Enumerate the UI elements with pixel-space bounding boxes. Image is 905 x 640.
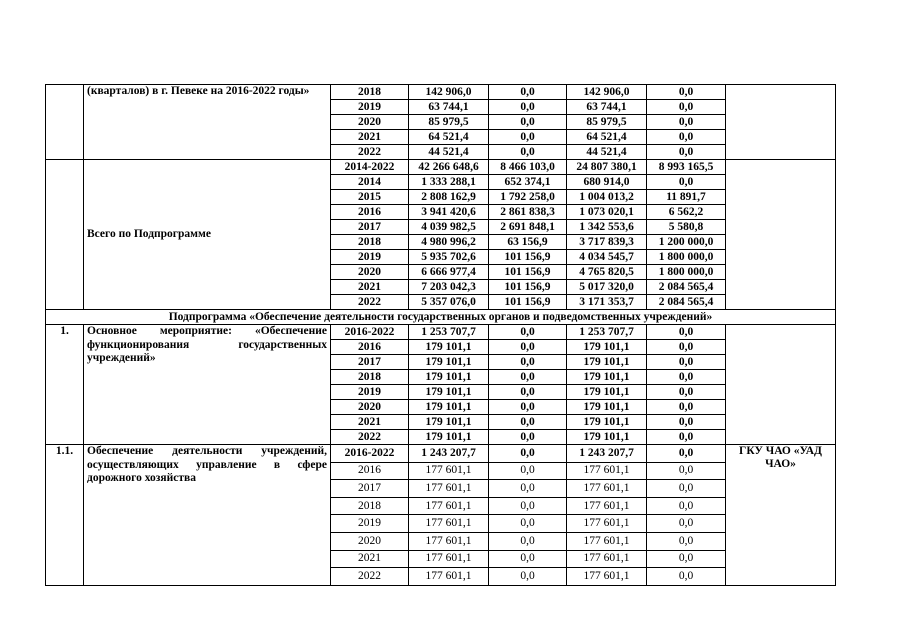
regional-cell: 44 521,4: [567, 145, 647, 160]
item-description: Основное мероприятие: «Обеспечение функционирования государственных учреждений»: [84, 325, 331, 445]
year-cell: 2019: [331, 515, 409, 533]
federal-cell: 2 691 848,1: [489, 220, 567, 235]
regional-cell: 63 744,1: [567, 100, 647, 115]
year-cell: 2016: [331, 340, 409, 355]
other-cell: 1 800 000,0: [647, 250, 726, 265]
total-cell: 44 521,4: [409, 145, 489, 160]
year-cell: 2016: [331, 462, 409, 480]
total-cell: 177 601,1: [409, 532, 489, 550]
year-cell: 2017: [331, 220, 409, 235]
federal-cell: 0,0: [489, 462, 567, 480]
other-cell: 0,0: [647, 515, 726, 533]
year-cell: 2016: [331, 205, 409, 220]
year-cell: 2020: [331, 265, 409, 280]
table-body: [46, 85, 836, 586]
other-cell: 6 562,2: [647, 205, 726, 220]
year-cell: 2019: [331, 250, 409, 265]
other-cell: 0,0: [647, 445, 726, 463]
subprogram-title: Подпрограмма «Обеспечение деятельности государственных органов и подведомственных учреждений»: [46, 310, 836, 325]
total-cell: 177 601,1: [409, 462, 489, 480]
federal-cell: 0,0: [489, 355, 567, 370]
regional-cell: 177 601,1: [567, 497, 647, 515]
total-cell: 179 101,1: [409, 400, 489, 415]
other-cell: 0,0: [647, 430, 726, 445]
other-cell: 0,0: [647, 532, 726, 550]
regional-cell: 1 243 207,7: [567, 445, 647, 463]
federal-cell: 0,0: [489, 568, 567, 586]
federal-cell: 0,0: [489, 497, 567, 515]
other-cell: 2 084 565,4: [647, 295, 726, 310]
regional-cell: 5 017 320,0: [567, 280, 647, 295]
federal-cell: 101 156,9: [489, 265, 567, 280]
year-cell: 2015: [331, 190, 409, 205]
regional-cell: 177 601,1: [567, 480, 647, 498]
other-cell: 0,0: [647, 415, 726, 430]
federal-cell: 0,0: [489, 430, 567, 445]
federal-cell: 0,0: [489, 370, 567, 385]
total-cell: 177 601,1: [409, 480, 489, 498]
total-cell: 64 521,4: [409, 130, 489, 145]
year-cell: 2021: [331, 130, 409, 145]
other-cell: 0,0: [647, 550, 726, 568]
regional-cell: 179 101,1: [567, 430, 647, 445]
other-cell: 5 580,8: [647, 220, 726, 235]
other-cell: 0,0: [647, 85, 726, 100]
other-cell: 0,0: [647, 100, 726, 115]
item-description: Обеспечение деятельности учреждений, осуществляющих управление в сфере дорожного хозяйства: [84, 445, 331, 586]
regional-cell: 179 101,1: [567, 355, 647, 370]
table-row: [46, 160, 836, 175]
year-cell: 2022: [331, 295, 409, 310]
regional-cell: 179 101,1: [567, 385, 647, 400]
regional-cell: 177 601,1: [567, 550, 647, 568]
total-cell: 1 333 288,1: [409, 175, 489, 190]
other-cell: 0,0: [647, 145, 726, 160]
regional-cell: 177 601,1: [567, 532, 647, 550]
year-cell: 2021: [331, 280, 409, 295]
total-cell: 2 808 162,9: [409, 190, 489, 205]
total-cell: 5 935 702,6: [409, 250, 489, 265]
regional-cell: 177 601,1: [567, 515, 647, 533]
regional-cell: 179 101,1: [567, 415, 647, 430]
federal-cell: 0,0: [489, 325, 567, 340]
total-cell: 85 979,5: [409, 115, 489, 130]
federal-cell: 101 156,9: [489, 250, 567, 265]
other-cell: 0,0: [647, 370, 726, 385]
federal-cell: 2 861 838,3: [489, 205, 567, 220]
total-cell: 177 601,1: [409, 550, 489, 568]
other-cell: 0,0: [647, 325, 726, 340]
year-cell: 2016-2022: [331, 325, 409, 340]
regional-cell: 179 101,1: [567, 340, 647, 355]
federal-cell: 0,0: [489, 532, 567, 550]
other-cell: 1 200 000,0: [647, 235, 726, 250]
regional-cell: 85 979,5: [567, 115, 647, 130]
other-cell: 8 993 165,5: [647, 160, 726, 175]
total-cell: 6 666 977,4: [409, 265, 489, 280]
year-cell: 2018: [331, 370, 409, 385]
federal-cell: 0,0: [489, 480, 567, 498]
federal-cell: 0,0: [489, 445, 567, 463]
total-cell: 7 203 042,3: [409, 280, 489, 295]
total-cell: 179 101,1: [409, 340, 489, 355]
regional-cell: 4 034 545,7: [567, 250, 647, 265]
year-cell: 2021: [331, 415, 409, 430]
regional-cell: 1 342 553,6: [567, 220, 647, 235]
total-cell: 5 357 076,0: [409, 295, 489, 310]
regional-cell: 179 101,1: [567, 400, 647, 415]
year-cell: 2020: [331, 115, 409, 130]
item-number: 1.: [46, 325, 84, 445]
total-cell: 4 980 996,2: [409, 235, 489, 250]
federal-cell: 0,0: [489, 385, 567, 400]
total-cell: 1 243 207,7: [409, 445, 489, 463]
year-cell: 2021: [331, 550, 409, 568]
year-cell: 2018: [331, 497, 409, 515]
federal-cell: 0,0: [489, 115, 567, 130]
year-cell: 2022: [331, 145, 409, 160]
item-description: (кварталов) в г. Певеке на 2016-2022 годы»: [84, 85, 331, 160]
regional-cell: 177 601,1: [567, 568, 647, 586]
year-cell: 2014: [331, 175, 409, 190]
federal-cell: 0,0: [489, 400, 567, 415]
funding-table: [45, 84, 836, 586]
year-cell: 2022: [331, 430, 409, 445]
federal-cell: 0,0: [489, 415, 567, 430]
year-cell: 2019: [331, 100, 409, 115]
other-cell: 1 800 000,0: [647, 265, 726, 280]
federal-cell: 63 156,9: [489, 235, 567, 250]
total-cell: 42 266 648,6: [409, 160, 489, 175]
total-cell: 142 906,0: [409, 85, 489, 100]
total-cell: 177 601,1: [409, 568, 489, 586]
total-cell: 3 941 420,6: [409, 205, 489, 220]
other-cell: 0,0: [647, 462, 726, 480]
regional-cell: 177 601,1: [567, 462, 647, 480]
regional-cell: 64 521,4: [567, 130, 647, 145]
regional-cell: 1 253 707,7: [567, 325, 647, 340]
federal-cell: 0,0: [489, 340, 567, 355]
other-cell: 0,0: [647, 480, 726, 498]
table-row: [46, 85, 836, 100]
other-cell: 0,0: [647, 568, 726, 586]
year-cell: 2020: [331, 400, 409, 415]
year-cell: 2018: [331, 235, 409, 250]
year-cell: 2014-2022: [331, 160, 409, 175]
year-cell: 2017: [331, 355, 409, 370]
other-cell: 0,0: [647, 175, 726, 190]
federal-cell: 101 156,9: [489, 280, 567, 295]
item-number: 1.1.: [46, 445, 84, 586]
total-cell: 179 101,1: [409, 430, 489, 445]
executor-cell: [726, 85, 836, 160]
total-cell: 179 101,1: [409, 355, 489, 370]
federal-cell: 0,0: [489, 145, 567, 160]
other-cell: 2 084 565,4: [647, 280, 726, 295]
total-cell: 179 101,1: [409, 370, 489, 385]
federal-cell: 8 466 103,0: [489, 160, 567, 175]
total-cell: 177 601,1: [409, 515, 489, 533]
regional-cell: 3 717 839,3: [567, 235, 647, 250]
table-row: [46, 325, 836, 340]
regional-cell: 142 906,0: [567, 85, 647, 100]
other-cell: 0,0: [647, 340, 726, 355]
federal-cell: 652 374,1: [489, 175, 567, 190]
year-cell: 2017: [331, 480, 409, 498]
other-cell: 0,0: [647, 400, 726, 415]
other-cell: 0,0: [647, 497, 726, 515]
other-cell: 0,0: [647, 355, 726, 370]
federal-cell: 0,0: [489, 130, 567, 145]
regional-cell: 680 914,0: [567, 175, 647, 190]
total-cell: 4 039 982,5: [409, 220, 489, 235]
item-number: [46, 85, 84, 160]
federal-cell: 0,0: [489, 515, 567, 533]
year-cell: 2018: [331, 85, 409, 100]
regional-cell: 4 765 820,5: [567, 265, 647, 280]
federal-cell: 0,0: [489, 85, 567, 100]
subprogram-title-row: [46, 310, 836, 325]
regional-cell: 24 807 380,1: [567, 160, 647, 175]
year-cell: 2019: [331, 385, 409, 400]
regional-cell: 3 171 353,7: [567, 295, 647, 310]
regional-cell: 1 073 020,1: [567, 205, 647, 220]
other-cell: 0,0: [647, 385, 726, 400]
table-row: [46, 445, 836, 463]
year-cell: 2016-2022: [331, 445, 409, 463]
other-cell: 0,0: [647, 130, 726, 145]
total-cell: 177 601,1: [409, 497, 489, 515]
federal-cell: 1 792 258,0: [489, 190, 567, 205]
total-cell: 179 101,1: [409, 385, 489, 400]
item-number: [46, 160, 84, 310]
federal-cell: 0,0: [489, 100, 567, 115]
total-cell: 1 253 707,7: [409, 325, 489, 340]
item-description: Всего по Подпрограмме: [84, 160, 331, 310]
executor-cell: [726, 325, 836, 445]
regional-cell: 1 004 013,2: [567, 190, 647, 205]
federal-cell: 101 156,9: [489, 295, 567, 310]
other-cell: 0,0: [647, 115, 726, 130]
total-cell: 179 101,1: [409, 415, 489, 430]
other-cell: 11 891,7: [647, 190, 726, 205]
total-cell: 63 744,1: [409, 100, 489, 115]
year-cell: 2020: [331, 532, 409, 550]
executor-cell: [726, 160, 836, 310]
executor-cell: ГКУ ЧАО «УАД ЧАО»: [726, 445, 836, 586]
federal-cell: 0,0: [489, 550, 567, 568]
regional-cell: 179 101,1: [567, 370, 647, 385]
year-cell: 2022: [331, 568, 409, 586]
